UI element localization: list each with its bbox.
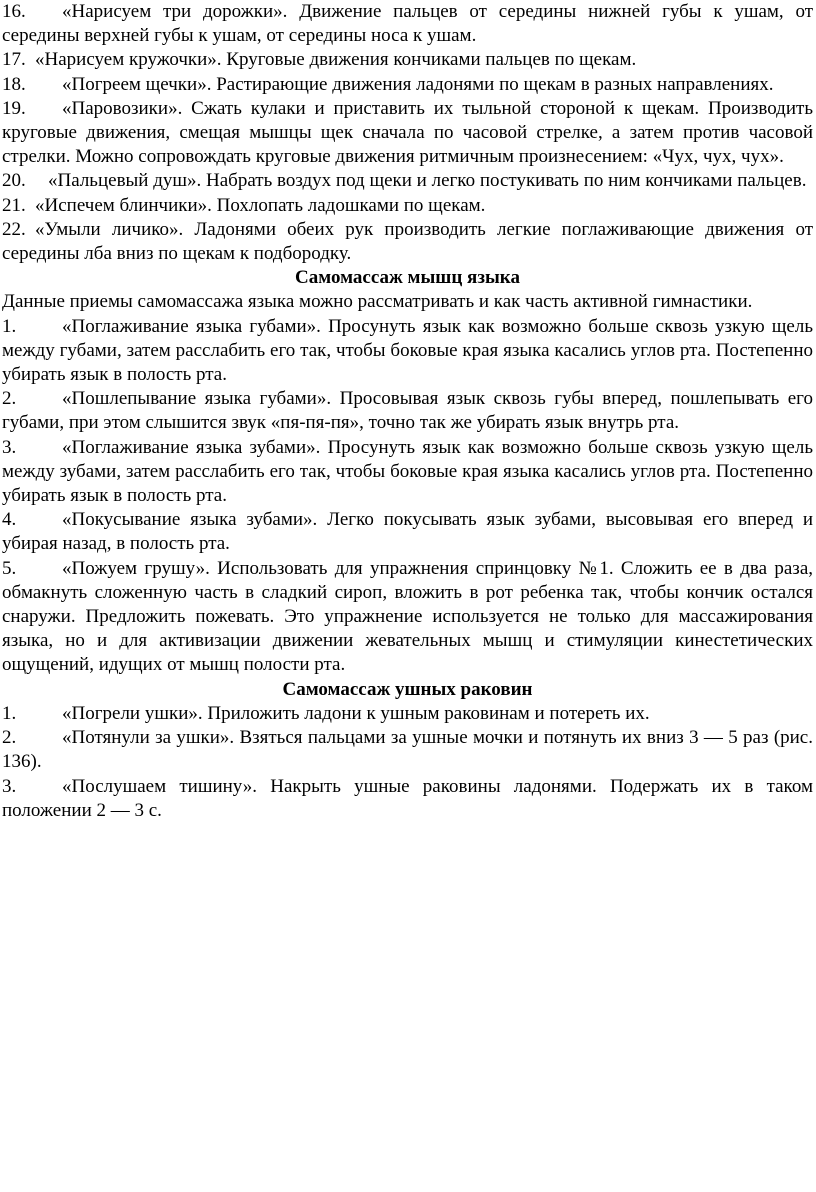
section-heading-ears: Самомассаж ушных раковин [282,678,533,700]
item-number: 16. [2,1,26,22]
item-text: «Испечем блинчики». Похлопать ладошками по щекам. [35,194,486,216]
item-text: «Нарисуем три дорожки». Движение пальцев от середины нижней губы к ушам, от середины верхней губы к ушам, от середины носа к ушам. [2,1,813,47]
item-text: «Пошлепывание языка губами». Просовывая язык сквозь губы вперед, пошлепывать его губами, при этом слышится звук «пя-пя-пя», точно так же убирать язык внутрь рта. [2,388,813,434]
item-number: 1. [2,315,17,337]
item-text: «Паровозики». Сжать кулаки и приставить их тыльной стороной к щекам. Производить круговые движения, смещая мышцы щек сначала по часовой стрелке, а затем против часовой стрелки. Можно сопровождать круговые движения ритмичным произнесением: «Чух, чух, чух». [2,97,813,168]
item-number: 21. [2,194,26,216]
document-page [2,0,813,823]
item-text: «Погрели ушки». Приложить ладони к ушным раковинам и потереть их. [62,702,650,724]
item-text: «Покусывание языка зубами». Легко покусывать язык зубами, высовывая его вперед и убирая назад, в полость рта. [2,509,813,555]
item-number: 4. [2,509,17,531]
item-text: «Пальцевый душ». Набрать воздух под щеки и легко постукивать по ним кончиками пальцев. [48,170,807,192]
list-item-17 [2,48,813,72]
item-number: 2. [2,388,17,410]
item-text: «Умыли личико». Ладонями обеих рук производить легкие поглаживающие движения от середины лба вниз по щекам к подбородку. [2,218,813,265]
item-number: 5. [2,557,17,579]
item-number: 20. [2,170,26,192]
item-number: 3. [2,775,17,797]
item-number: 22. [2,218,26,240]
tongue-item-2 [2,387,813,435]
item-text: «Погреем щечки». Растирающие движения ладонями по щекам в разных направлениях. [62,73,774,95]
item-number: 3. [2,436,17,458]
item-number: 2. [2,727,17,749]
item-text: «Поглаживание языка губами». Просунуть язык как возможно больше сквозь узкую щель между губами, затем расслабить его так, чтобы боковые края языка касались углов рта. Постепенно убирать язык в полость рта. [2,315,813,386]
ears-item-3 [2,775,813,823]
item-text: «Поглаживание языка зубами». Просунуть язык как возможно больше сквозь узкую щель между зубами, затем расслабить его так, чтобы боковые края языка касались углов рта. Постепенно убирать язык в полость рта. [2,436,813,507]
list-item-22 [2,218,813,266]
item-number: 19. [2,97,26,119]
ears-item-1 [2,702,813,726]
tongue-item-4 [2,508,813,556]
list-item-21 [2,194,813,218]
section-heading-tongue: Самомассаж мышц языка [295,267,520,289]
tongue-item-3 [2,436,813,509]
tongue-item-5 [2,557,813,678]
item-number: 17. [2,49,26,71]
list-item-20 [2,169,813,193]
item-text: «Нарисуем кружочки». Круговые движения кончиками пальцев по щекам. [35,49,637,71]
list-item-16 [2,0,813,48]
list-item-18 [2,73,813,97]
item-text: «Пожуем грушу». Использовать для упражнения спринцовку №1. Сложить ее в два раза, обмакнуть сложенную часть в сладкий сироп, вложить в рот ребенка так, чтобы кончик остался снаружи. Предложить пожевать. Это упражнение используется не только для массажирования языка, но и для активизации движении жевательных мышц и стимуляции кинестетических ощущений, идущих от мышц полости рта. [2,557,813,676]
section-intro: Данные приемы самомассажа языка можно рассматривать и как часть активной гимнастики. [2,291,753,313]
item-number: 1. [2,702,17,724]
item-number: 18. [2,73,26,95]
ears-item-2 [2,726,813,774]
item-text: «Потянули за ушки». Взяться пальцами за ушные мочки и потянуть их вниз 3 — 5 раз (рис. 136). [2,727,813,773]
item-text: «Послушаем тишину». Накрыть ушные раковины ладонями. Подержать их в таком положении 2 — 3 с. [2,775,813,821]
tongue-item-1 [2,315,813,388]
list-item-19 [2,97,813,170]
